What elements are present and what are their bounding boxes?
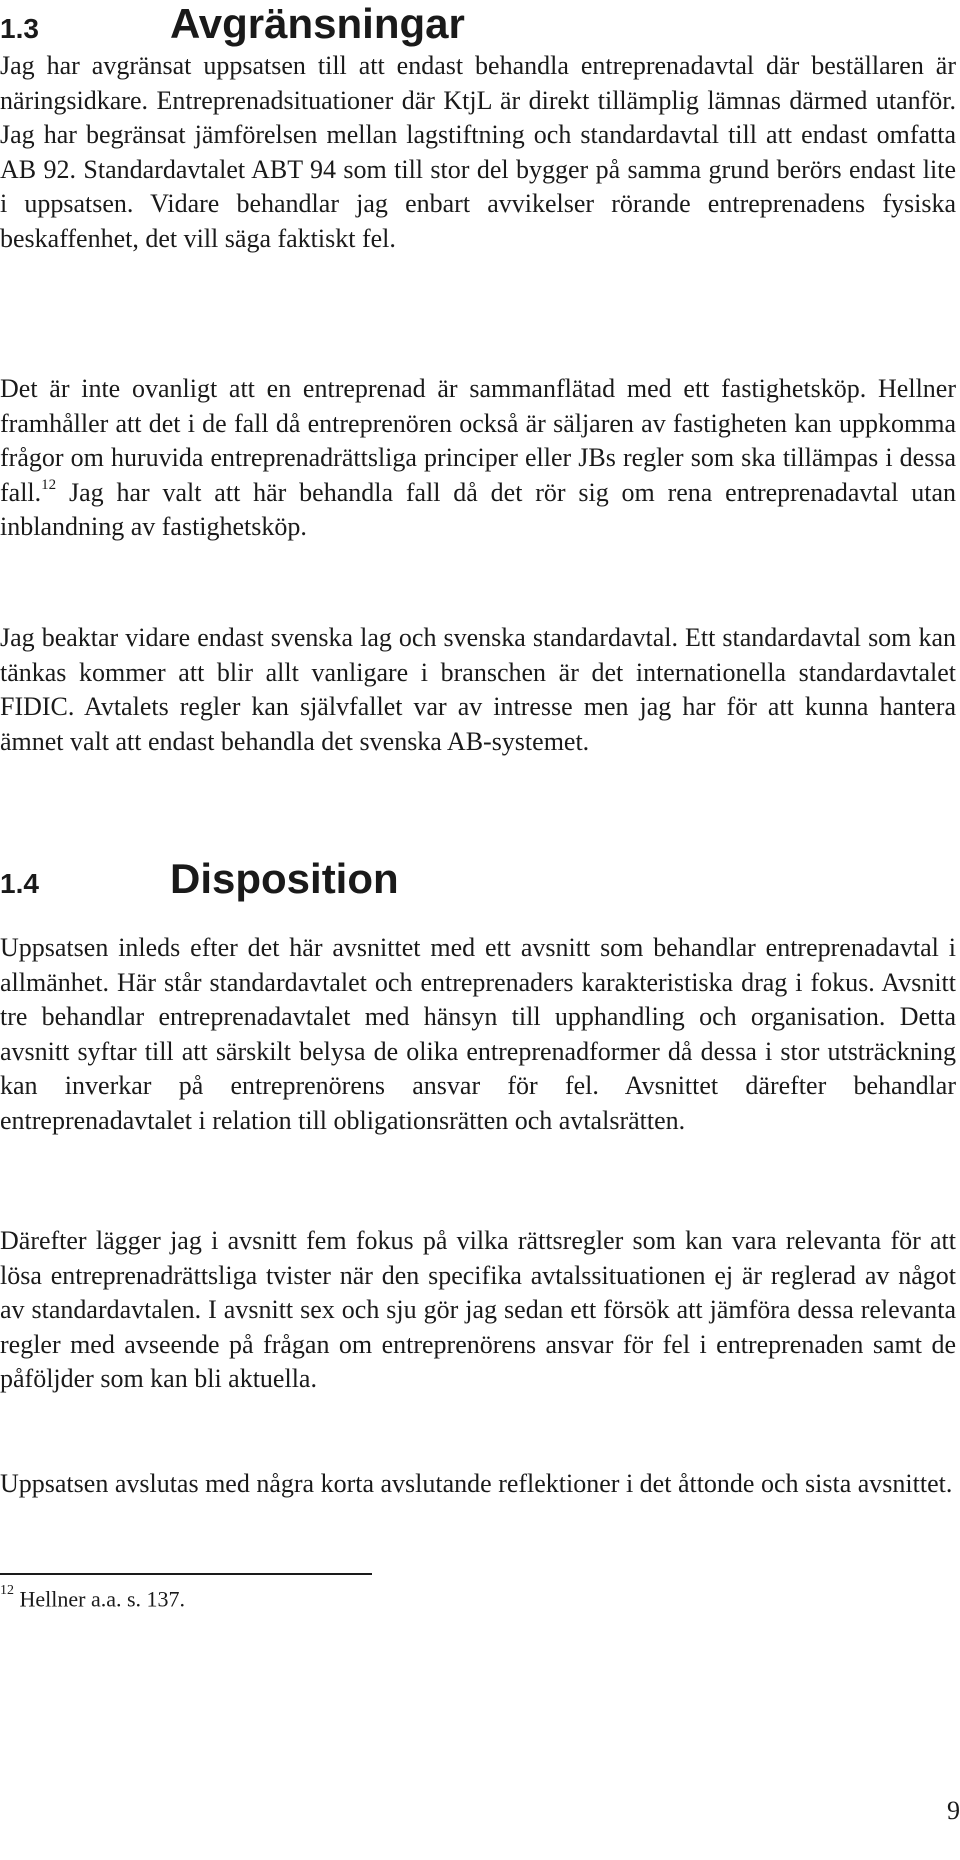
section-number: 1.3 — [0, 13, 39, 44]
section-title: Avgränsningar — [170, 0, 465, 47]
paragraph-text: Jag har valt att här behandla fall då det rör sig om rena entreprenadavtal utan inblandning av fastighetsköp. — [0, 477, 956, 541]
section-number: 1.4 — [0, 868, 39, 899]
footnote-reference: 12 — [41, 476, 57, 493]
footnote — [0, 1581, 185, 1613]
paragraph-disposition-conclusion: Uppsatsen avslutas med några korta avslutande reflektioner i det åttonde och sista avsnittet. — [0, 1469, 953, 1498]
paragraph-scope: Jag har avgränsat uppsatsen till att endast behandla entreprenadavtal där beställaren är näringsidkare. Entreprenadsituationer där KtjL är direkt tillämplig lämnas därmed utanför. Jag har begränsat jämförelsen mellan lagstiftning och standardavtal till att endast omfatta AB 92. Standardavtalet ABT 94 som till stor del bygger på samma grund berörs endast lite i uppsatsen. Vidare behandlar jag enbart avvikelser rörande entreprenadens fysiska beskaffenhet, det vill säga faktiskt fel. — [0, 51, 956, 253]
footnote-marker: 12 — [0, 1583, 14, 1598]
paragraph-text: Det är inte ovanligt att en entreprenad är sammanflätad med ett fastighetsköp. Hellner framhåller att det i de fall då entreprenören också är säljaren av fastigheten kan uppkomma frågor om huruvida entreprenadrättsliga principer eller JBs regler som ska tillämpas i dessa fall. — [0, 374, 956, 507]
section-heading-1-3 — [0, 0, 465, 48]
footnote-divider — [0, 1573, 372, 1575]
paragraph-swedish-law: Jag beaktar vidare endast svenska lag och svenska standardavtal. Ett standardavtal som kan tänkas kommer att blir allt vanligare i branschen är det internationella standardavtalet FIDIC. Avtalets regler kan självfallet var av intresse men jag har för att kunna hantera ämnet valt att endast behandla det svenska AB-systemet. — [0, 623, 956, 756]
paragraph-property-purchase — [0, 372, 956, 545]
paragraph-disposition-rules: Därefter lägger jag i avsnitt fem fokus på vilka rättsregler som kan vara relevanta för att lösa entreprenadrättsliga tvister när den specifika avtalssituationen ej är reglerad av något av standardavtalen. I avsnitt sex och sju gör jag sedan ett försök att jämföra dessa relevanta regler med avseende på frågan om entreprenörens ansvar för fel i entreprenaden samt de påföljder som kan bli aktuella. — [0, 1226, 956, 1393]
section-heading-1-4 — [0, 855, 399, 903]
section-title: Disposition — [170, 855, 399, 902]
page-number: 9 — [947, 1796, 960, 1825]
paragraph-disposition-intro: Uppsatsen inleds efter det här avsnittet med ett avsnitt som behandlar entreprenadavtal i allmänhet. Här står standardavtalet och entreprenaders karakteristiska drag i fokus. Avsnitt tre behandlar entreprenadavtalet med hänsyn till upphandling och organisation. Detta avsnitt syftar till att särskilt belysa de olika entreprenadformer då dessa i stor utsträckning kan inverkar på entreprenörens ansvar för fel. Avsnittet därefter behandlar entreprenadavtalet i relation till obligationsrätten och avtalsrätten. — [0, 933, 956, 1135]
footnote-text: Hellner a.a. s. 137. — [14, 1586, 186, 1612]
